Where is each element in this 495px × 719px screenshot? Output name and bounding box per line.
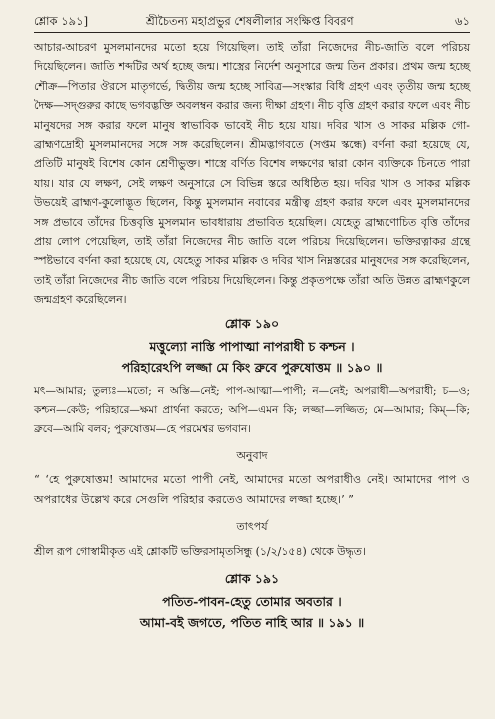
verse-heading-191: শ্লোক ১৯১	[224, 570, 280, 586]
page-number: ৬১	[455, 14, 470, 28]
purport-190: শ্রীল রূপ গোস্বামীকৃত এই শ্লোকটি ভক্তিরসামৃতসিন্ধু (১/২/১৫৪) থেকে উদ্ধৃত।	[34, 544, 366, 558]
purport-continuation: আচার-আচরণ মুসলমানদের মতো হয়ে গিয়েছিল। তাই তাঁরা নিজেদের নীচ-জাতি বলে পরিচয় দিয়েছিলেন। জাতি শব্দটির অর্থ হচ্ছে জন্ম। শাস্ত্রের নির্দেশ অনুসারে জন্ম তিন প্রকার। প্রথম জন্ম হচ্ছে শৌক্র—পিতার ঔরসে মাতৃগর্ভে, দ্বিতীয় জন্ম হচ্ছে সাবিত্র—সংস্কার বিধি গ্রহণ এবং তৃতীয় জন্ম হচ্ছে দৈক্ষ—সদ্গুরুর কাছে ভগবদ্ভক্তি অবলম্বন করার জন্য দীক্ষা গ্রহণ। নীচ বৃত্তি গ্রহণ করার ফলে এবং নীচ মানুষদের সঙ্গ করার ফলে মানুষ স্বাভাবিক ভাবেই নীচ হয়ে যায়। দবির খাস ও সাকর মল্লিক গো-ব্রাহ্মণদ্রোহী মুসলমানদের সঙ্গে সঙ্গ করেছিলেন। শ্রীমদ্ভাগবতে (সপ্তম স্কন্ধে) বর্ণনা করা হয়েছে যে, প্রতিটি মানুষই বিশেষ কোন শ্রেণীভুক্ত। শাস্ত্রে বর্ণিত বিশেষ লক্ষণের দ্বারা কোন ব্যক্তিকে চিনতে পারা যায়। যার যে লক্ষণ, সেই লক্ষণ অনুসারে সে বিভিন্ন স্তরে অধিষ্ঠিত হয়। দবির খাস ও সাকর মল্লিক উভয়েই ব্রাহ্মণ-কুলোদ্ভূত ছিলেন, কিন্তু মুসলমান নবাবের মন্ত্রীত্ব গ্রহণ করার ফলে এবং মুসলমানদের সঙ্গ প্রভাবে তাঁদের চিত্তবৃত্তি মুসলমান ভাবধারায় প্রভাবিত হয়েছিল। যেহেতু ব্রাহ্মণোচিত বৃত্তি তাঁদের প্রায় লোপ পেয়েছিল, তাই তাঁরা নিজেদের নীচ জাতি বলে পরিচয় দিয়েছিলেন। ভক্তিরত্নাকর গ্রন্থে স্পষ্টভাবে বর্ণনা করা হয়েছে যে, যেহেতু সাকর মল্লিক ও দবির খাস নিম্নস্তরের মানুষদের সঙ্গ করেছিলেন, তাই তাঁরা নিজেদের নীচ জাতি বলে পরিচয় দিয়েছিলেন। কিন্তু প্রকৃতপক্ষে তাঁরা অতি উন্নত ব্রাহ্মণকুলে জন্মগ্রহণ করেছিলেন।	[34, 41, 470, 307]
page-body	[34, 38, 470, 633]
running-header	[34, 10, 470, 33]
verse-190-line-2: পরিহারেঽপি লজ্জা মে কিং ব্রুবে পুরুষোত্তম ॥ ১৯০ ॥	[121, 359, 383, 375]
header-verse-ref: শ্লোক ১৯১]	[34, 14, 89, 28]
verse-heading-190: শ্লোক ১৯০	[224, 315, 280, 331]
translation-190: “ ‘হে পুরুষোত্তম! আমাদের মতো পাপী নেই, আমাদের মতো অপরাধীও নেই। আমাদের পাপ ও অপরাধের উল্লেখ করে সেগুলি পরিহার করতেও আমাদের লজ্জা হচ্ছে।’ ”	[34, 472, 470, 506]
book-page	[14, 6, 484, 712]
synonyms-190: মৎ—আমার; তুল্যঃ—মতো; ন অস্তি—নেই; পাপ-আত্মা—পাপী; ন—নেই; অপরাধী—অপরাধী; চ—ও; কশ্চন—কেউ; পরিহারে—ক্ষমা প্রার্থনা করতে; অপি—এমন কি; লজ্জা—লজ্জিত; মে—আমার; কিম্—কি; ব্রুবে—আমি বলব; পুরুষোত্তম—হে পরমেশ্বর ভগবান।	[34, 384, 470, 435]
verse-191-line-2: আমা-বই জগতে, পতিত নাহি আর ॥ ১৯১ ॥	[139, 614, 365, 630]
translation-heading: অনুবাদ	[236, 448, 268, 462]
verse-191-line-1: পতিত-পাবন-হেতু তোমার অবতার ।	[162, 593, 342, 609]
verse-190-line-1: মত্তুল্যো নাস্তি পাপাত্মা নাপরাধী চ কশ্চন ।	[149, 338, 355, 354]
purport-heading: তাৎপর্য	[236, 519, 268, 533]
header-chapter-title: শ্রীচৈতন্য মহাপ্রভুর শেষলীলার সংক্ষিপ্ত বিবরণ	[146, 14, 354, 28]
